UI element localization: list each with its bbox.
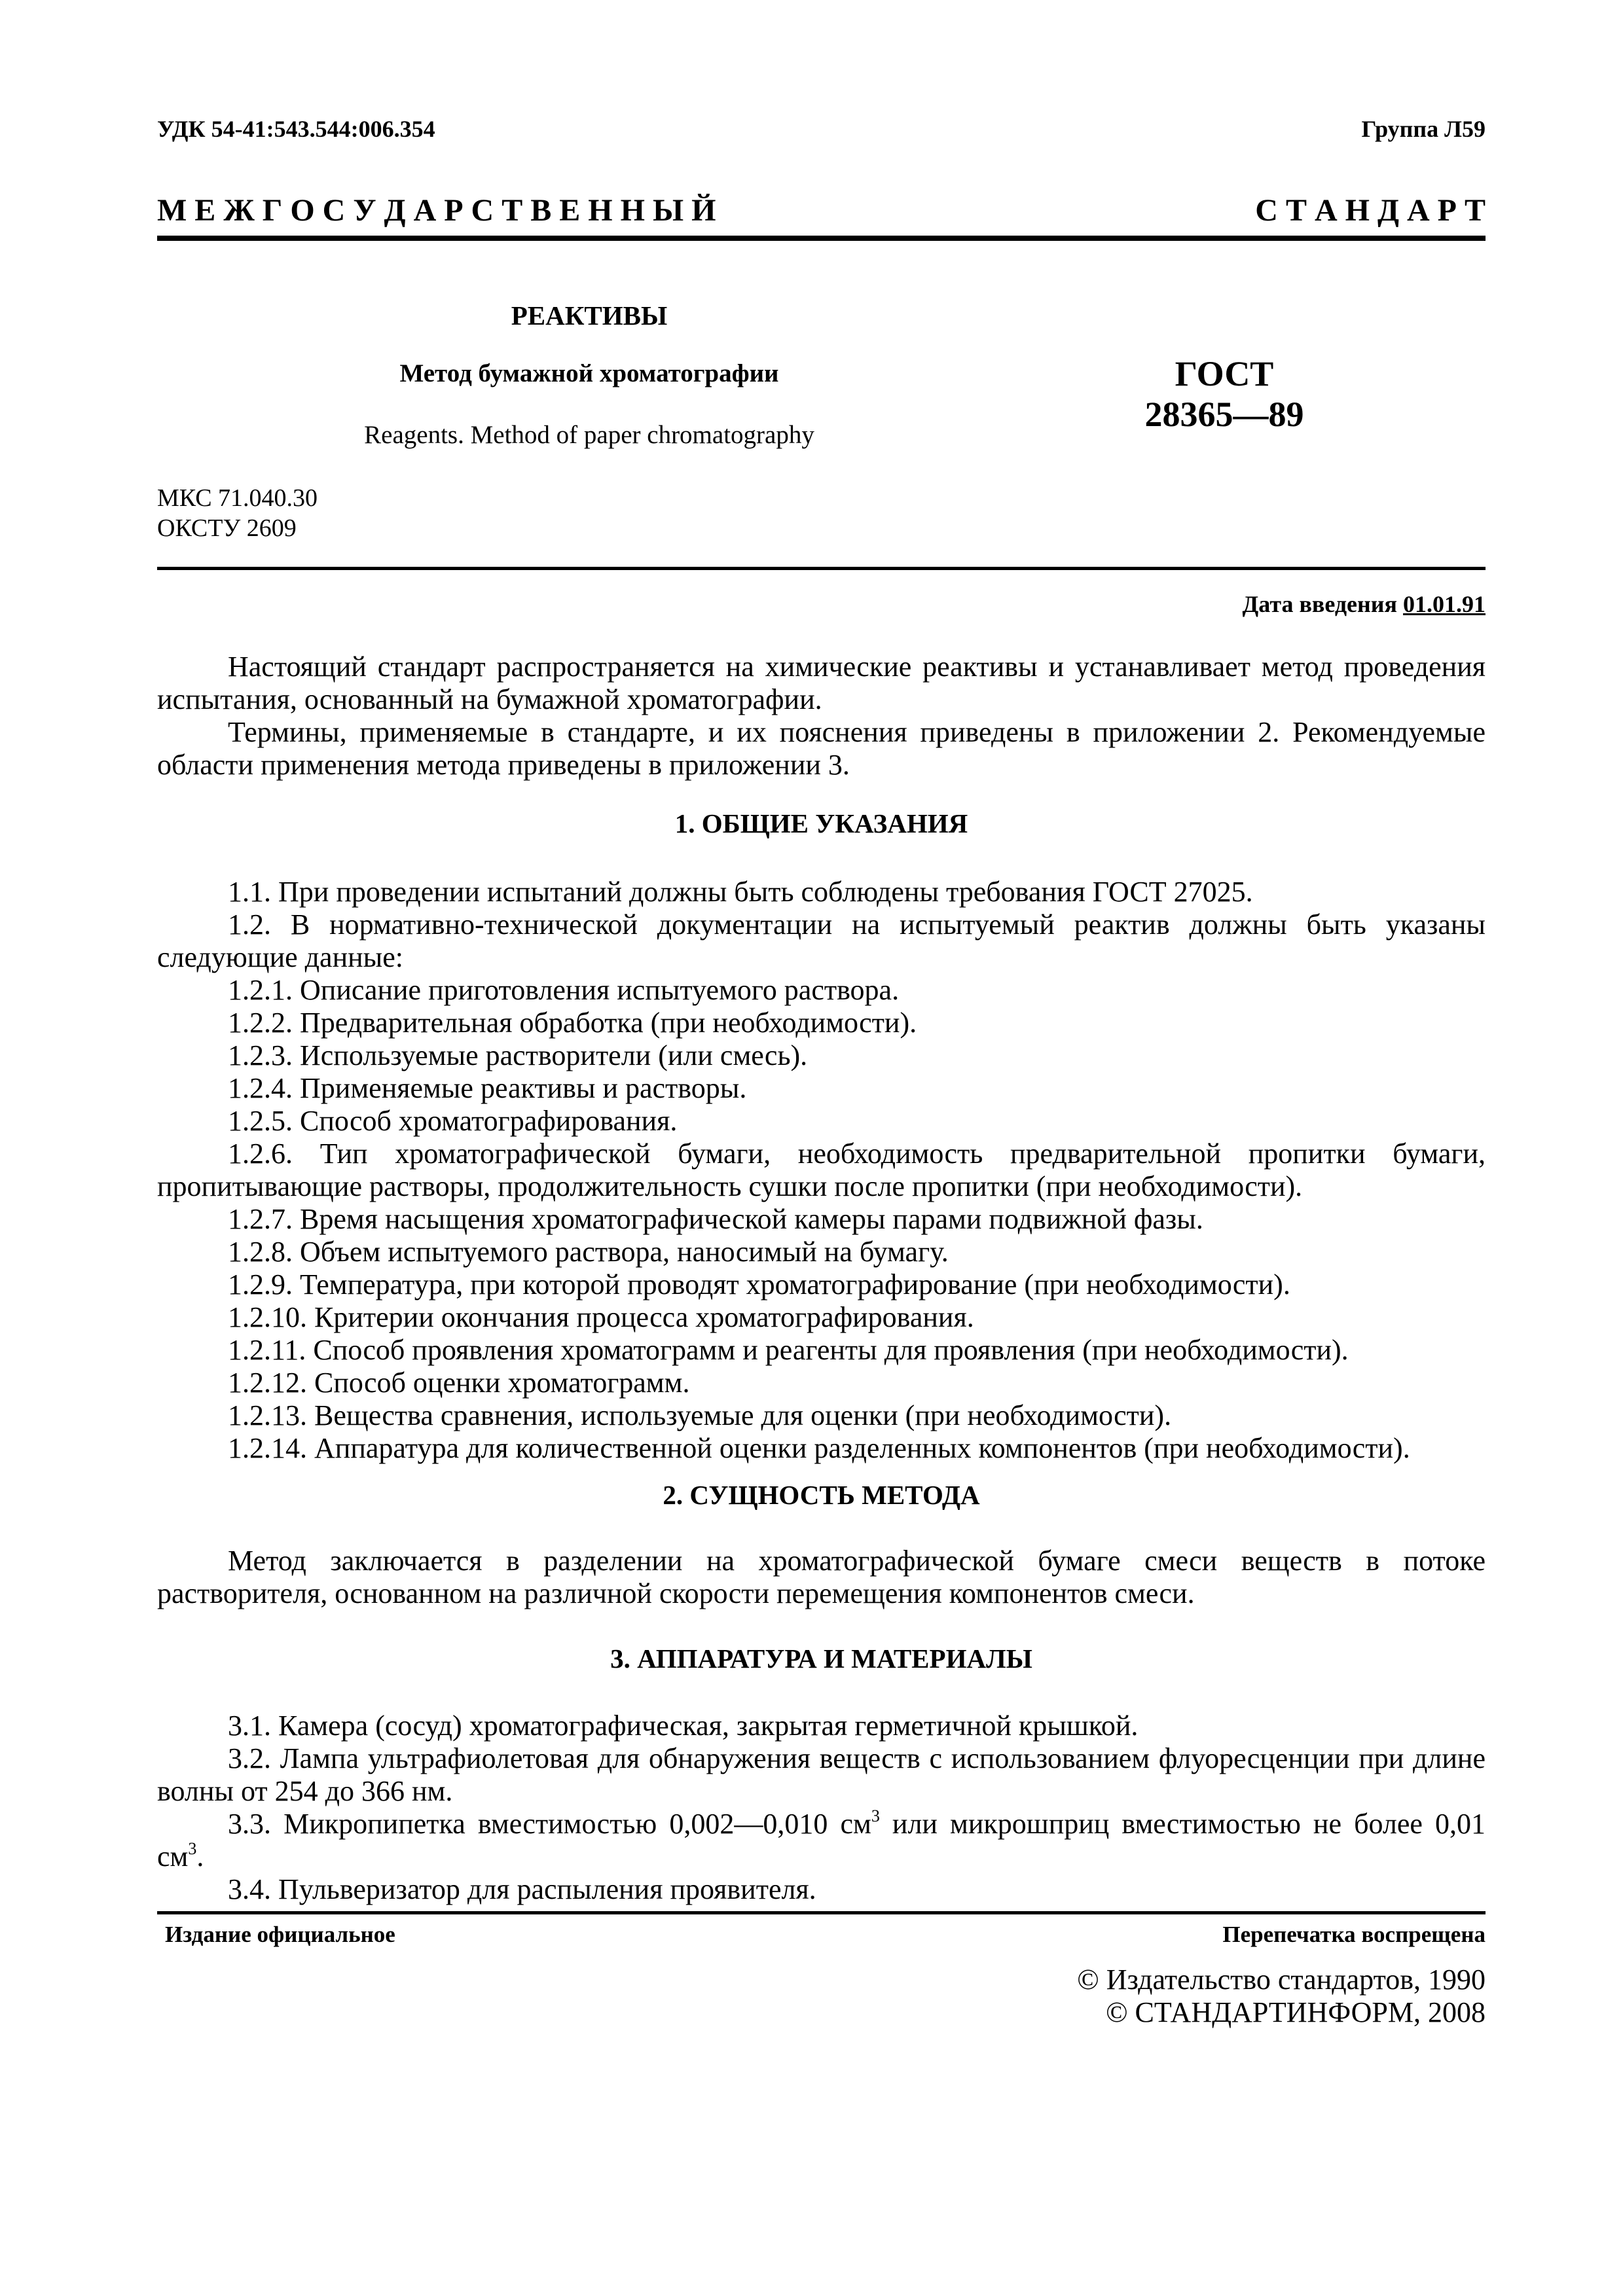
group-code: Группа Л59 xyxy=(1361,116,1486,142)
copyright-1990: © Издательство стандартов, 1990 xyxy=(1077,1964,1486,1996)
intro-date-label: Дата введения xyxy=(1242,591,1397,617)
title-rule xyxy=(157,567,1486,570)
classification-codes xyxy=(157,483,318,543)
list-item: 1.2.5. Способ хроматографирования. xyxy=(228,1105,678,1137)
edition-official: Издание официальное xyxy=(165,1922,395,1947)
section-1-body xyxy=(157,876,1486,1465)
list-item: 1.2.4. Применяемые реактивы и растворы. xyxy=(228,1072,747,1104)
copyright-2008: © СТАНДАРТИНФОРМ, 2008 xyxy=(1106,1996,1486,2028)
list-item: 3.1. Камера (сосуд) хроматографическая, закрытая герметичной крышкой. xyxy=(228,1710,1139,1742)
list-item: 3.4. Пульверизатор для распыления проявителя. xyxy=(228,1873,816,1905)
intro-paragraph-1: Настоящий стандарт распространяется на химические реактивы и устанавливает метод проведения испытания, основанный на бумажной хроматографии. xyxy=(157,651,1486,715)
section-2-title: 2. СУЩНОСТЬ МЕТОДА xyxy=(663,1480,980,1510)
intro-date xyxy=(1243,590,1486,618)
item3-sup: 3 xyxy=(871,1806,880,1825)
item3-sup-2: 3 xyxy=(188,1839,197,1858)
section-2-paragraph: Метод заключается в разделении на хроматографической бумаге смеси веществ в потоке растворителя, основанном на различной скорости перемещения компонентов смеси. xyxy=(157,1545,1486,1609)
list-item: 1.2.10. Критерии окончания процесса хроматографирования. xyxy=(228,1301,974,1333)
reprint-prohibited: Перепечатка воспрещена xyxy=(1222,1922,1486,1947)
udk-code: УДК 54-41:543.544:006.354 xyxy=(157,116,435,142)
section-3-body xyxy=(157,1710,1486,1906)
list-item: 1.2.9. Температура, при которой проводят хроматографирование (при необходимости). xyxy=(228,1268,1290,1300)
item3-part-c: . xyxy=(196,1840,204,1873)
gost-label: ГОСТ xyxy=(1175,354,1274,393)
copyright-block xyxy=(1077,1964,1486,2029)
list-item: 1.2.2. Предварительная обработка (при необходимости). xyxy=(228,1007,917,1039)
list-item: 1.2.13. Вещества сравнения, используемые для оценки (при необходимости). xyxy=(228,1399,1172,1431)
section-1-title: 1. ОБЩИЕ УКАЗАНИЯ xyxy=(674,808,968,838)
list-item: 1.2.1. Описание приготовления испытуемого раствора. xyxy=(228,974,900,1006)
okstu-code: ОКСТУ 2609 xyxy=(157,514,297,542)
item3-part-a: 3.3. Микропипетка вместимостью 0,002—0,010 см xyxy=(228,1808,871,1840)
banner-rule xyxy=(157,236,1486,241)
doc-subtitle: Метод бумажной хроматографии xyxy=(399,359,779,387)
gost-designation xyxy=(1087,353,1362,435)
list-item: 1.1. При проведении испытаний должны быть соблюдены требования ГОСТ 27025. xyxy=(228,876,1253,908)
list-item xyxy=(157,1808,1486,1873)
mks-code: МКС 71.040.30 xyxy=(157,484,318,512)
list-item: 3.2. Лампа ультрафиолетовая для обнаружения веществ с использованием флуоресценции при длине волны от 254 до 366 нм. xyxy=(157,1742,1486,1807)
standard-banner xyxy=(157,192,1486,228)
list-item: 1.2.7. Время насыщения хроматографической камеры парами подвижной фазы. xyxy=(228,1203,1203,1235)
doc-title: РЕАКТИВЫ xyxy=(511,300,668,331)
gost-number: 28365—89 xyxy=(1144,395,1304,434)
list-item: 1.2.6. Тип хроматографической бумаги, необходимость предварительной пропитки бумаги, пропитывающие растворы, продолжительность сушки после пропитки (при необходимости). xyxy=(157,1138,1486,1202)
list-item: 1.2.8. Объем испытуемого раствора, наносимый на бумагу. xyxy=(228,1236,949,1268)
item3-part-b: или микрошприц вместимостью не более 0,01 см xyxy=(157,1808,1486,1873)
intro-paragraph-2: Термины, применяемые в стандарте, и их пояснения приведены в приложении 2. Рекомендуемые области применения метода приведены в приложении 3. xyxy=(157,716,1486,781)
intro-date-value: 01.01.91 xyxy=(1403,591,1486,617)
banner-left: М Е Ж Г О С У Д А Р С Т В Е Н Н Ы Й xyxy=(157,193,716,228)
list-item: 1.2. В нормативно-технической документации на испытуемый реактив должны быть указаны следующие данные: xyxy=(157,908,1486,973)
footer-rule xyxy=(157,1911,1486,1914)
list-item: 1.2.14. Аппаратура для количественной оценки разделенных компонентов (при необходимости). xyxy=(228,1432,1410,1464)
section-3-title: 3. АППАРАТУРА И МАТЕРИАЛЫ xyxy=(610,1643,1032,1674)
doc-english-title: Reagents. Method of paper chromatography xyxy=(364,421,814,449)
intro-section xyxy=(157,651,1486,781)
list-item: 1.2.12. Способ оценки хроматограмм. xyxy=(228,1367,690,1399)
section-2-body xyxy=(157,1545,1486,1610)
list-item: 1.2.11. Способ проявления хроматограмм и реагенты для проявления (при необходимости). xyxy=(228,1334,1349,1366)
list-item: 1.2.3. Используемые растворители (или смесь). xyxy=(228,1039,808,1071)
banner-right: С Т А Н Д А Р Т xyxy=(1255,193,1486,228)
